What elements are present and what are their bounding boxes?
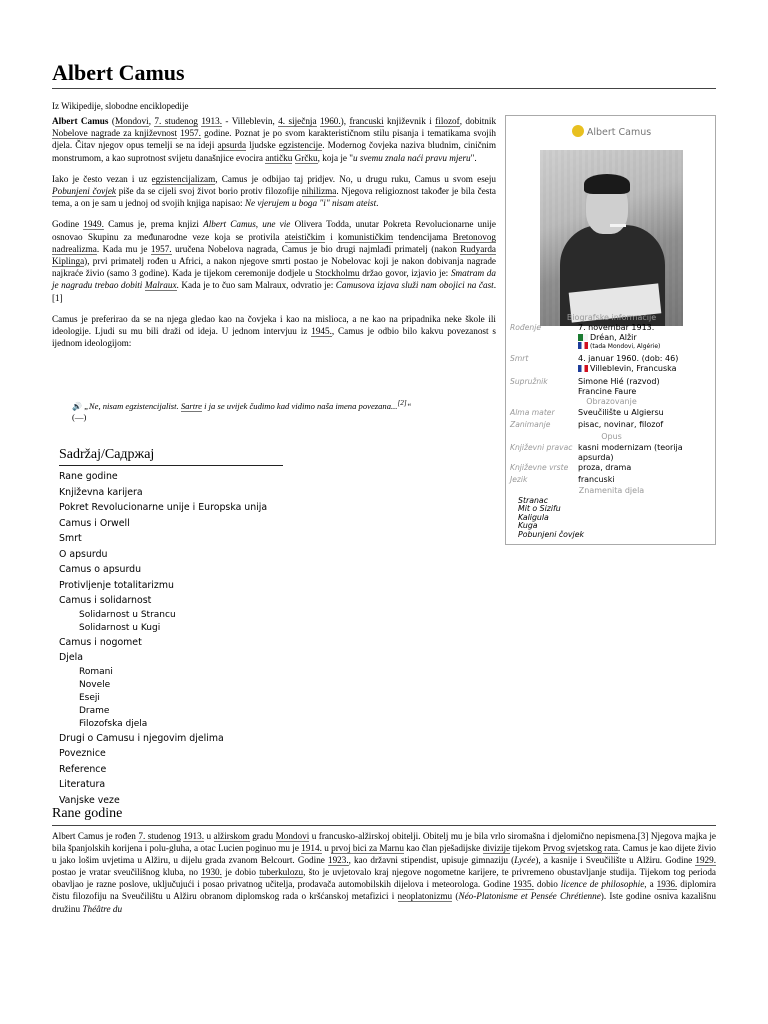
inline-link[interactable]: 1957. — [180, 128, 201, 139]
spouse-label: Supružnik — [510, 377, 548, 386]
text-run: . Kada mu je — [96, 243, 151, 254]
inline-link[interactable]: 1957. — [150, 243, 172, 254]
spouse-value — [578, 377, 714, 396]
inline-link[interactable]: Mondovi — [114, 116, 149, 126]
inline-link[interactable]: prvoj bici za Marnu — [331, 843, 404, 854]
text-run: , a — [644, 879, 657, 890]
genre-value[interactable]: proza, drama — [578, 463, 632, 472]
toc-item[interactable]: Camus i Orwell — [59, 517, 130, 529]
text-run: tijekom — [510, 843, 543, 854]
work-item[interactable]: Mit o Sizifu — [518, 504, 561, 514]
born-place[interactable]: Dréan, Alžir — [590, 332, 637, 342]
toc-item[interactable]: Pokret Revolucionarne unije i Europska unija — [59, 502, 268, 513]
toc-item[interactable]: Književna karijera — [59, 486, 143, 498]
text-run: i — [325, 231, 339, 242]
text-run: , dobitnik — [459, 116, 497, 126]
death-label: Smrt — [510, 354, 529, 363]
infobox-name: Albert Camus — [586, 127, 652, 138]
text-run: , Camus je odbijao taj pridjev. No, u drugu ruku, Camus u svom eseju — [215, 173, 496, 184]
text-run: dobio — [533, 879, 561, 890]
inline-link[interactable]: ateističkim — [284, 231, 326, 242]
inline-link[interactable]: 1929. — [695, 855, 717, 866]
text-run: ), prvi primatelj rođen u Africi, a nakon njegove smrti postao je Nobelovac koji je nakon dobivanja nagrade najkraće živio (samo 3 godine). Kada je tijekom ceremonije dodjele u — [52, 256, 496, 279]
intro-paragraph — [52, 218, 496, 303]
text-run: , koja je " — [317, 152, 354, 163]
toc-item[interactable]: Drame — [79, 705, 110, 716]
toc-item[interactable]: Poveznice — [59, 748, 106, 759]
page-title: Albert Camus — [52, 60, 185, 85]
inline-link[interactable]: 1930. — [201, 867, 222, 878]
text-run: Albert Camus je rođen — [52, 831, 139, 841]
text-run: piše da se cijeli svoj život borio protiv filozofije — [115, 186, 302, 197]
text-run: ". — [470, 152, 477, 163]
movement-value[interactable]: kasni modernizam (teorija apsurda) — [578, 443, 683, 462]
text-run: Ne vjerujem u boga "i" nisam ateist — [244, 198, 377, 209]
text-run: u svemu znala naći pravu mjeru — [353, 152, 471, 163]
text-run: je dobio — [221, 867, 260, 878]
death-place[interactable]: Villeblevin, Francuska — [590, 363, 677, 373]
quote-text-end: i ja se uvijek čudimo kad vidimo naša imena povezana... — [201, 400, 398, 411]
quote-close: “ — [406, 400, 412, 411]
text-run: ( — [452, 891, 459, 902]
toc-item[interactable]: Romani — [79, 666, 113, 677]
section-title-rane-godine: Rane godine — [52, 806, 123, 821]
text-run: . Camus je kao dijete živio u jako lošim uvjetima u Alžiru, u dijelu grada zvanom Belcourt. Godine — [52, 843, 716, 866]
inline-link[interactable]: Rudyarda Kiplinga — [52, 243, 496, 267]
inline-link[interactable]: egzistencijalizam — [151, 173, 216, 184]
inline-link[interactable]: antičku — [265, 152, 293, 163]
infobox-section-works: Znamenita djela — [578, 486, 645, 495]
intro-paragraph — [52, 173, 496, 210]
spouse-2[interactable]: Francine Faure — [578, 386, 637, 396]
toc-item[interactable]: Solidarnost u Kugi — [79, 622, 161, 633]
toc-item[interactable]: Literatura — [59, 779, 106, 790]
text-run: . Kada je to čuo sam Malraux, odvratio je: — [176, 280, 336, 291]
infobox — [505, 115, 716, 545]
born-note: (tada Mondovi, Algérie) — [590, 343, 661, 351]
intro-text — [52, 115, 496, 358]
inline-link[interactable]: alžirskom — [213, 831, 250, 841]
inline-link[interactable]: 1935. — [513, 879, 534, 890]
portrait-photo[interactable] — [540, 150, 683, 326]
text-run: Iako je često vezan i uz — [52, 173, 152, 184]
text-run: licence de philosophie — [560, 879, 645, 890]
inline-link[interactable]: Nobelove nagrade za književnost — [52, 128, 178, 139]
toc-item[interactable]: Novele — [79, 679, 111, 690]
toc-item[interactable]: Camus o apsurdu — [59, 564, 142, 575]
text-run: uručena Nobelova nagrada, Camus je bio drugi najmlađi primatelj (nakon — [171, 243, 461, 254]
inline-link[interactable]: Bretonovog — [452, 231, 497, 242]
tagline: Iz Wikipedije, slobodne enciklopedije — [52, 101, 189, 111]
toc-item[interactable]: Solidarnost u Strancu — [79, 609, 176, 620]
inline-link[interactable]: Prvog svjetskog rata — [542, 843, 618, 854]
toc-item[interactable]: Camus i nogomet — [59, 636, 142, 648]
text-run: , — [148, 116, 155, 126]
inline-link[interactable]: francuski — [349, 116, 384, 126]
text-run: u — [204, 831, 214, 841]
toc-item[interactable]: Filozofska djela — [79, 718, 148, 729]
occupation-label: Zanimanje — [510, 420, 551, 429]
inline-link[interactable]: 1936. — [656, 879, 678, 890]
work-item[interactable]: Kaligula — [518, 512, 549, 522]
toc-title: Sadržaj/Садржај — [59, 447, 155, 462]
born-value — [578, 323, 714, 352]
text-run: Théâtre du — [82, 903, 123, 914]
text-run: Smatram da je nagradu trebao dobiti — [52, 268, 496, 291]
quote-ref[interactable]: [2] — [397, 399, 407, 407]
inline-link[interactable]: Pobunjeni čovjek — [52, 186, 116, 197]
movement-label: Književni pravac — [510, 443, 573, 452]
infobox-section-edu: Obrazovanje — [586, 397, 637, 406]
born-date[interactable]: 7. novembar 1913. — [578, 323, 655, 332]
text-run: - Villeblevin, — [221, 116, 279, 126]
inline-link[interactable]: neoplatonizmu — [397, 891, 453, 902]
occupation-value: pisac, novinar, filozof — [578, 420, 664, 429]
france-flag-icon — [578, 365, 588, 372]
inline-link[interactable]: 1913. — [183, 831, 205, 841]
intro-paragraph — [52, 115, 496, 164]
inline-link[interactable]: 1949. — [83, 219, 104, 230]
genre-label: Književne vrste — [510, 463, 569, 472]
toc-divider — [59, 465, 283, 466]
text-run: diplomira čistu filozofiju na Sveučilištu u Alžiru obranom diplomskog rada o kršćanskoj metafizici i — [52, 879, 716, 902]
inline-link[interactable]: tuberkulozu — [259, 867, 304, 878]
inline-link[interactable]: Mondovi — [275, 831, 310, 841]
alma-label: Alma mater — [510, 408, 555, 417]
text-run: . Njegova religioznost također je bila česta tema, a on je sam u jednoj od svojih knjiga napisao: — [52, 186, 496, 209]
inline-link[interactable]: Malraux — [144, 280, 177, 291]
text-run: ), a kasnije i Sveučilište u Alžiru. Godine — [535, 855, 696, 866]
text-run: Albert Camus — [52, 116, 109, 126]
toc-item[interactable]: Reference — [59, 763, 107, 775]
inline-link[interactable]: 7. studenog — [154, 116, 198, 126]
text-run: . — [376, 198, 379, 209]
text-run: , Camus je odbio bilo kakvu povezanost s ijednom ideologijom: — [52, 326, 496, 349]
text-run: . Modernog čovjeka naziva bludnim, ciničnim monstrumom, a kao suprotnost svijetu današnjice evocira — [52, 140, 497, 163]
inline-link[interactable]: 7. studenog — [138, 831, 181, 841]
toc-item[interactable]: Drugi o Camusu i njegovim djelima — [59, 732, 224, 744]
speaker-icon[interactable]: 🔊 — [72, 401, 82, 411]
death-value — [578, 354, 714, 373]
text-run: Godine — [52, 219, 84, 230]
text-run: ), — [340, 116, 350, 126]
text-run: ljudske — [246, 140, 279, 151]
inline-link[interactable]: 1945. — [311, 326, 332, 337]
work-item[interactable]: Kuga — [518, 521, 538, 531]
language-value[interactable]: francuski — [578, 475, 615, 484]
inline-link[interactable]: divizije — [482, 843, 511, 854]
text-run: u francusko-alžirskoj obitelji. Obitelj mu je bila vrlo siromašna i djelomično nepismena.[3] Njegova majka je bila španjolskih korijena i polu-gluha, a otac Lucien poginuo mu je — [52, 831, 717, 854]
text-run: ). Iste godine osniva kazališnu družinu — [52, 891, 717, 914]
intro-paragraph — [52, 313, 496, 350]
inline-link[interactable]: egzistencije — [278, 140, 323, 151]
text-run: držao govor, izjavio je: — [359, 268, 451, 279]
infobox-section-opus: Opus — [601, 432, 622, 441]
inline-link[interactable]: 1960. — [320, 116, 341, 126]
text-run: , kao državni stipendist, upisuje gimnaziju ( — [348, 855, 515, 866]
inline-link[interactable]: komunističkim — [338, 231, 394, 242]
table-of-contents — [59, 469, 319, 808]
inline-link[interactable]: nihilizma — [301, 186, 337, 197]
spouse-1[interactable]: Simone Hié (razvod) — [578, 377, 660, 386]
toc-item[interactable]: Camus i solidarnost — [59, 595, 152, 606]
inline-link[interactable]: filozof — [435, 116, 460, 126]
work-item[interactable]: Pobunjeni čovjek — [518, 529, 585, 539]
works-list — [518, 497, 584, 539]
language-label: Jezik — [510, 475, 528, 484]
death-date[interactable]: 4. januar 1960. (dob: 46) — [578, 354, 679, 363]
inline-link[interactable]: 1914. — [301, 843, 322, 854]
toc-item[interactable]: Djela — [59, 652, 83, 663]
text-run: u — [321, 843, 332, 854]
text-run: kao član pješadijske — [403, 843, 483, 854]
inline-link[interactable]: nadrealizma — [52, 243, 97, 254]
text-run: Lycée — [514, 855, 536, 866]
text-run: godine. Poznat je po svom karakterističnom stilu pisanja i tematikama svojih djela. Čitav njegov opus temelji se na ideji — [52, 128, 496, 151]
infobox-section-bio: Biografske informacije — [566, 313, 657, 322]
toc-item[interactable]: Protivljenje totalitarizmu — [59, 579, 174, 591]
quote-block — [72, 398, 492, 423]
alma-value[interactable]: Sveučilište u Algiersu — [578, 408, 664, 417]
quote-attribution: (—) — [72, 411, 87, 422]
text-run: književnik i — [383, 116, 436, 126]
text-run: Camus je preferirao da se na njega gledao kao na čovjeka i kao na mislioca, a ne kao na pripadnika neke škole ili ideologije. Ljudi su mu bili draži od ideja. U jednom intervjuu iz — [52, 313, 496, 337]
text-run: Olivera Todda, unutar Pokreta Revolucionarne unije osnovao Skupinu za međunarodne veze koja se protivila — [52, 219, 497, 242]
title-divider — [52, 88, 716, 89]
toc-item[interactable]: Eseji — [79, 692, 100, 703]
text-run: ( — [108, 116, 115, 126]
text-run: , što je uvjetovalo kraj njegove nogometne karijere, te privremeno obustavljanje studija. Tijekom tog perioda obavljao je razne poslove, uključujući i posao privatnog učitelja, prodavača automobilskih dijelova i meteorologa. Godine — [52, 867, 716, 890]
text-run: Albert Camus, une vie — [203, 219, 291, 230]
toc-item[interactable]: O apsurdu — [59, 548, 108, 560]
toc-item[interactable]: Vanjske veze — [59, 794, 120, 806]
inline-link[interactable]: 1913. — [201, 116, 222, 126]
work-item[interactable]: Stranac — [518, 496, 548, 505]
person-icon — [572, 125, 584, 137]
inline-link[interactable]: Stockholmu — [315, 268, 360, 279]
text-run: Camusova izjava služi nam obojici na čast — [335, 280, 494, 291]
toc-item[interactable]: Rane godine — [59, 471, 118, 482]
text-run: .[1] — [52, 280, 497, 303]
inline-link[interactable]: 4. siječnja — [278, 116, 317, 126]
inline-link[interactable]: apsurda — [217, 140, 247, 151]
algeria-flag-icon — [578, 334, 588, 341]
born-label: Rođenje — [510, 323, 542, 332]
section-divider — [52, 825, 716, 826]
section-text-rane-godine — [52, 830, 716, 915]
france-flag-icon — [578, 342, 588, 349]
inline-link[interactable]: 1923. — [327, 855, 349, 866]
inline-link[interactable]: Grčku — [294, 152, 318, 163]
toc-item[interactable]: Smrt — [59, 533, 82, 544]
text-run: gradu — [249, 831, 276, 841]
quote-text-start: „Ne, nisam egzistencijalist. — [84, 400, 181, 411]
text-run: Néo-Platonisme et Pensée Chrétienne — [458, 891, 601, 902]
text-run: Camus je, prema knjizi — [103, 219, 204, 230]
infobox-header — [506, 125, 717, 138]
quote-link-sartre[interactable]: Sartre — [180, 400, 202, 411]
text-run: postao je vratar sveučilišnog kluba, no — [52, 867, 202, 878]
text-run: tendencijama — [393, 231, 453, 242]
